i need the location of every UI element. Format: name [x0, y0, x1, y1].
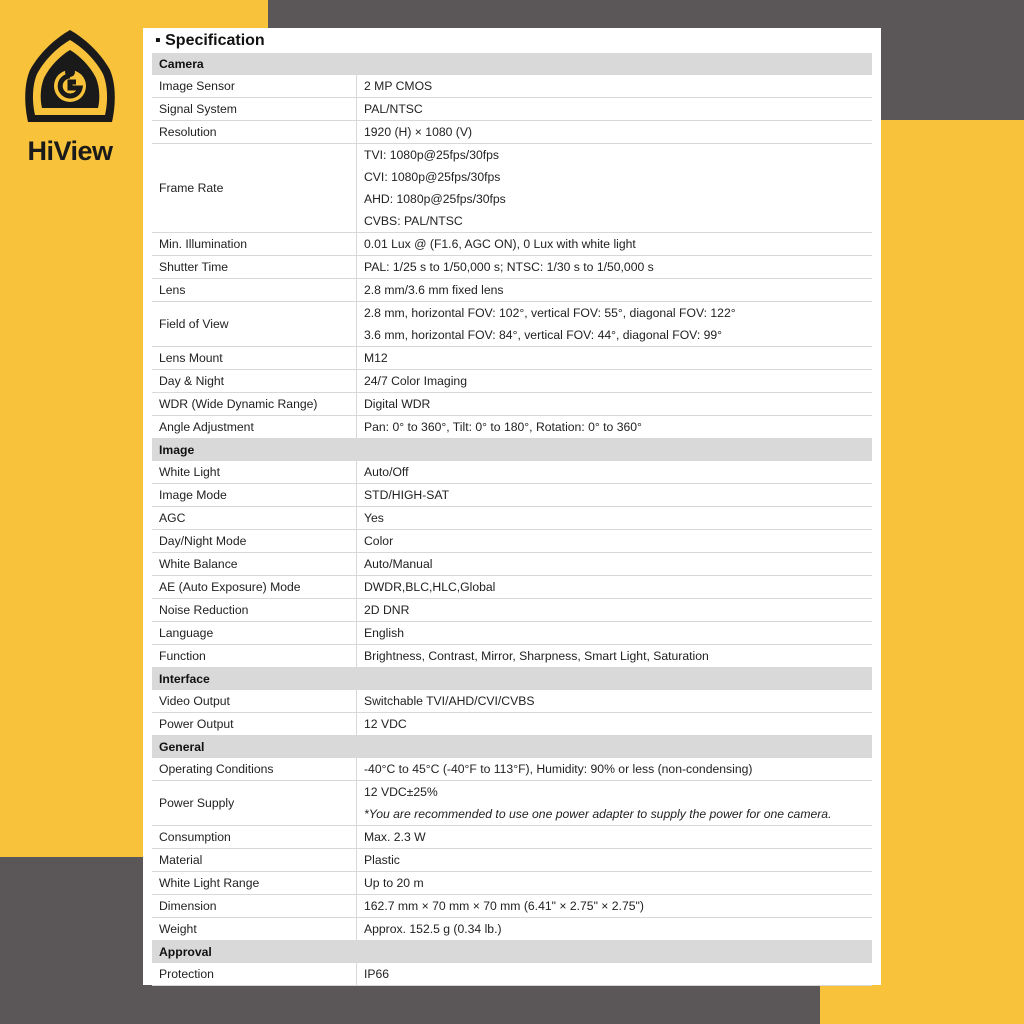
spec-value-cell [357, 758, 873, 781]
section-header-row [152, 736, 872, 758]
spec-value-cell [357, 144, 873, 233]
spec-label: Day/Night Mode [152, 530, 357, 553]
spec-label: Operating Conditions [152, 758, 357, 781]
spec-row [152, 75, 872, 98]
section-title: Image [152, 439, 872, 461]
spec-value: IP66 [364, 967, 390, 981]
spec-row [152, 530, 872, 553]
spec-row [152, 484, 872, 507]
spec-label: Dimension [152, 895, 357, 918]
spec-row [152, 849, 872, 872]
spec-value-cell [357, 645, 873, 668]
spec-row [152, 302, 872, 347]
spec-label: Image Sensor [152, 75, 357, 98]
spec-label: Function [152, 645, 357, 668]
spec-value-cell [357, 279, 873, 302]
spec-value-cell [357, 121, 873, 144]
spec-value: 2.8 mm/3.6 mm fixed lens [364, 283, 504, 297]
spec-row [152, 576, 872, 599]
spec-row [152, 416, 872, 439]
spec-row [152, 599, 872, 622]
spec-value: English [364, 626, 404, 640]
spec-label: Weight [152, 918, 357, 941]
spec-value: 2.8 mm, horizontal FOV: 102°, vertical FOV: 55°, diagonal FOV: 122° [364, 306, 736, 320]
spec-label: Lens [152, 279, 357, 302]
spec-label: Protection [152, 963, 357, 986]
spec-value-cell [357, 553, 873, 576]
spec-value: Switchable TVI/AHD/CVI/CVBS [364, 694, 535, 708]
spec-label: Language [152, 622, 357, 645]
section-title: Interface [152, 668, 872, 690]
spec-label: AGC [152, 507, 357, 530]
spec-row [152, 622, 872, 645]
spec-value-cell [357, 576, 873, 599]
spec-label: Power Output [152, 713, 357, 736]
spec-value: M12 [364, 351, 388, 365]
spec-label: Signal System [152, 98, 357, 121]
section-title: Approval [152, 941, 872, 963]
spec-row [152, 918, 872, 941]
spec-value: Plastic [364, 853, 400, 867]
spec-value: 1920 (H) × 1080 (V) [364, 125, 473, 139]
spec-label: Material [152, 849, 357, 872]
spec-value-cell [357, 895, 873, 918]
spec-value: 12 VDC±25% [364, 785, 438, 799]
spec-row [152, 963, 872, 986]
spec-value-cell [357, 849, 873, 872]
spec-value: 12 VDC [364, 717, 407, 731]
brand-logo [18, 26, 122, 166]
brand-name: HiView [27, 136, 113, 166]
spec-value-cell [357, 599, 873, 622]
spec-value-cell [357, 826, 873, 849]
spec-value: CVI: 1080p@25fps/30fps [364, 170, 501, 184]
section-header-row [152, 439, 872, 461]
spec-value: 2D DNR [364, 603, 410, 617]
spec-value: Max. 2.3 W [364, 830, 426, 844]
spec-row [152, 553, 872, 576]
spec-value: DWDR,BLC,HLC,Global [364, 580, 496, 594]
spec-row [152, 645, 872, 668]
spec-value: 0.01 Lux @ (F1.6, AGC ON), 0 Lux with white light [364, 237, 636, 251]
spec-row [152, 713, 872, 736]
spec-value-cell [357, 484, 873, 507]
spec-label: White Balance [152, 553, 357, 576]
spec-value: Color [364, 534, 394, 548]
spec-row [152, 144, 872, 233]
spec-value: AHD: 1080p@25fps/30fps [364, 192, 506, 206]
spec-value-cell [357, 416, 873, 439]
spec-value-cell [357, 622, 873, 645]
spec-row [152, 461, 872, 484]
spec-label: Angle Adjustment [152, 416, 357, 439]
section-header-row [152, 941, 872, 963]
spec-value: Brightness, Contrast, Mirror, Sharpness, Smart Light, Saturation [364, 649, 709, 663]
spec-value-cell [357, 461, 873, 484]
spec-label: Field of View [152, 302, 357, 347]
spec-row [152, 279, 872, 302]
spec-label: Video Output [152, 690, 357, 713]
spec-label: WDR (Wide Dynamic Range) [152, 393, 357, 416]
spec-value: Auto/Manual [364, 557, 433, 571]
spec-label: Day & Night [152, 370, 357, 393]
spec-value-cell [357, 530, 873, 553]
spec-value: PAL/NTSC [364, 102, 423, 116]
spec-row [152, 347, 872, 370]
spec-value: 162.7 mm × 70 mm × 70 mm (6.41" × 2.75" × 2.75") [364, 899, 644, 913]
spec-value: CVBS: PAL/NTSC [364, 214, 463, 228]
spec-value-cell [357, 370, 873, 393]
spec-value: Yes [364, 511, 384, 525]
spec-value-cell [357, 75, 873, 98]
spec-row [152, 826, 872, 849]
spec-row [152, 256, 872, 279]
spec-label: White Light [152, 461, 357, 484]
section-title: Camera [152, 53, 872, 75]
spec-value: STD/HIGH-SAT [364, 488, 450, 502]
spec-value-cell [357, 713, 873, 736]
spec-value: TVI: 1080p@25fps/30fps [364, 148, 500, 162]
spec-label: Shutter Time [152, 256, 357, 279]
spec-value-cell [357, 302, 873, 347]
spec-row [152, 507, 872, 530]
specification-heading: ▪ Specification [155, 32, 265, 49]
spec-row [152, 872, 872, 895]
spec-value-cell [357, 347, 873, 370]
spec-value-cell [357, 507, 873, 530]
spec-value-cell [357, 393, 873, 416]
spec-note: *You are recommended to use one power adapter to supply the power for one camera. [364, 807, 832, 821]
section-title: General [152, 736, 872, 758]
spec-value-cell [357, 781, 873, 826]
spec-row [152, 121, 872, 144]
spec-label: White Light Range [152, 872, 357, 895]
spec-value: -40°C to 45°C (-40°F to 113°F), Humidity: 90% or less (non-condensing) [364, 762, 753, 776]
spec-label: Noise Reduction [152, 599, 357, 622]
section-header-row [152, 668, 872, 690]
spec-label: Frame Rate [152, 144, 357, 233]
spec-label: Min. Illumination [152, 233, 357, 256]
spec-label: Resolution [152, 121, 357, 144]
section-header-row [152, 53, 872, 75]
spec-label: Power Supply [152, 781, 357, 826]
spec-row [152, 781, 872, 826]
spec-row [152, 233, 872, 256]
spec-value-cell [357, 872, 873, 895]
spec-value: Approx. 152.5 g (0.34 lb.) [364, 922, 502, 936]
spec-value: 2 MP CMOS [364, 79, 433, 93]
spec-row [152, 393, 872, 416]
hiview-shield-logo-icon [22, 26, 118, 130]
spec-value-cell [357, 233, 873, 256]
spec-value: Up to 20 m [364, 876, 424, 890]
spec-value-cell [357, 98, 873, 121]
spec-label: Image Mode [152, 484, 357, 507]
spec-row [152, 758, 872, 781]
spec-value: PAL: 1/25 s to 1/50,000 s; NTSC: 1/30 s to 1/50,000 s [364, 260, 654, 274]
spec-label: Consumption [152, 826, 357, 849]
spec-label: AE (Auto Exposure) Mode [152, 576, 357, 599]
spec-row [152, 895, 872, 918]
spec-value-cell [357, 256, 873, 279]
spec-value: Pan: 0° to 360°, Tilt: 0° to 180°, Rotation: 0° to 360° [364, 420, 642, 434]
specification-table [152, 53, 872, 986]
spec-label: Lens Mount [152, 347, 357, 370]
spec-value: 3.6 mm, horizontal FOV: 84°, vertical FOV: 44°, diagonal FOV: 99° [364, 328, 723, 342]
spec-row [152, 98, 872, 121]
spec-row [152, 690, 872, 713]
spec-value-cell [357, 690, 873, 713]
spec-row [152, 370, 872, 393]
spec-value: Auto/Off [364, 465, 409, 479]
spec-value-cell [357, 963, 873, 986]
specification-sheet [143, 28, 881, 985]
spec-value: Digital WDR [364, 397, 431, 411]
spec-value-cell [357, 918, 873, 941]
spec-value: 24/7 Color Imaging [364, 374, 467, 388]
